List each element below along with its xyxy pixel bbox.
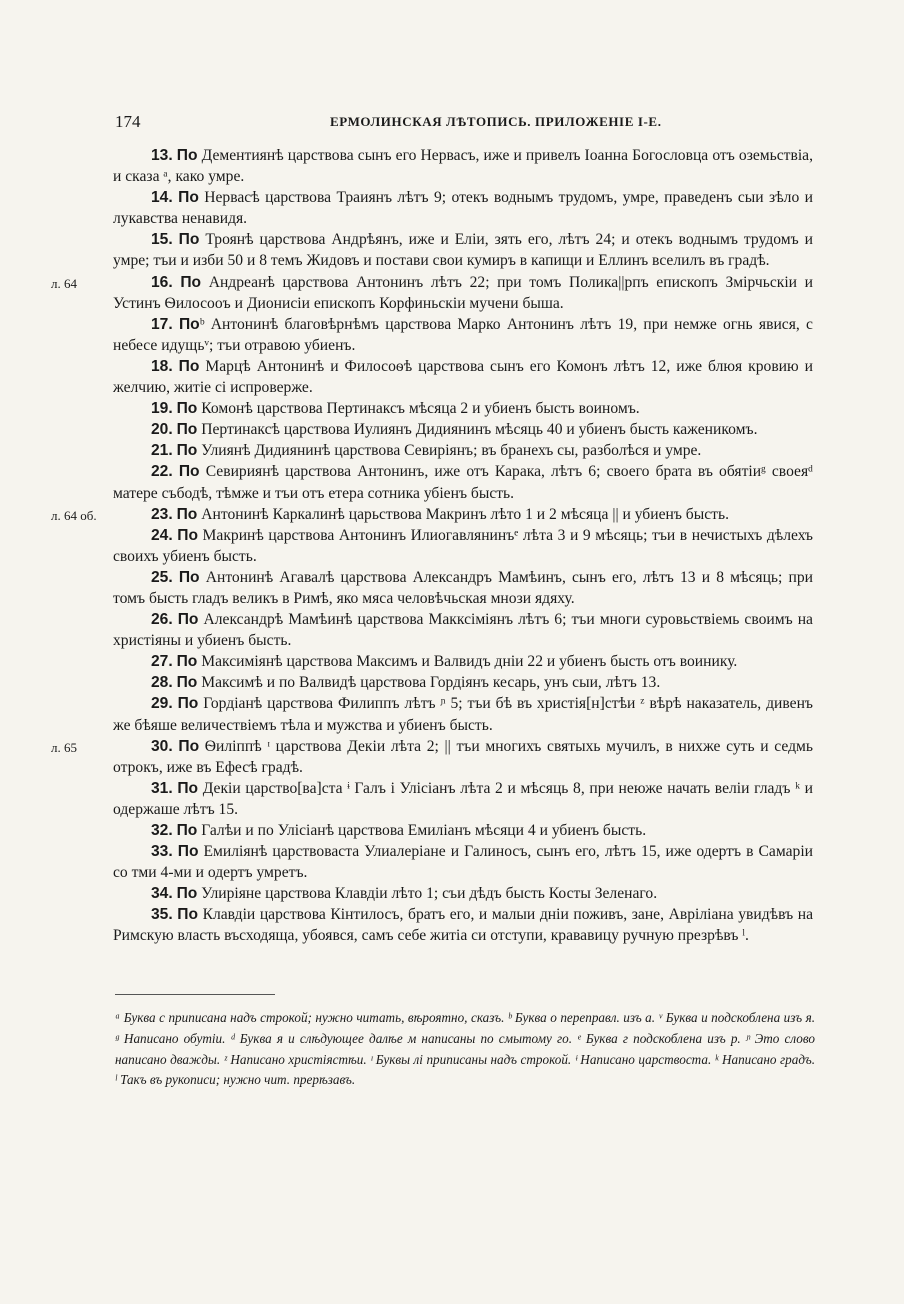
entry-text: Максимѣ и по Валвидѣ царствова Гордіянъ кесарь, унъ сыи, лѣтъ 13. xyxy=(197,674,661,692)
entry-text: Емиліянѣ царствоваста Улиалеріане и Галиносъ, сынъ его, лѣтъ 15, иже одертъ в Самаріи со тми 4-ми и одертъ умретъ. xyxy=(113,843,814,882)
entry-text: Андреанѣ царствова Антонинъ лѣтъ 22; при томъ Полика||рпъ епископъ Змірчьскіи и Устинъ Ѳилосооъ и Дионисіи епископъ Корфиньскіи мучени быша. xyxy=(113,273,813,312)
entry-number: 30. xyxy=(151,737,173,755)
entry-number: 31. xyxy=(151,779,173,797)
entry-initial-word: По xyxy=(178,737,200,755)
entry-number: 25. xyxy=(151,568,173,586)
chronicle-entry xyxy=(113,525,813,567)
main-text xyxy=(51,145,814,947)
entry-text: Максиміянѣ царствова Максимъ и Валвидъ дніи 22 и убиенъ бысть отъ воинику. xyxy=(197,653,738,671)
entry-text: Улиянѣ Дидиянинѣ царствова Севиріянъ; въ бранехъ сы, разболѣся и умре. xyxy=(197,442,702,460)
entry-initial-word: По xyxy=(176,822,198,839)
entry-number: 13. xyxy=(151,147,173,164)
entry-number: 22. xyxy=(151,463,173,481)
entry-number: 14. xyxy=(151,189,173,207)
entry-text: Троянѣ царствова Андрѣянъ, иже и Еліи, зять его, лѣтъ 24; и отекъ воднымъ трудомъ и умре; тъи и изби 50 и 8 темъ Жидовъ и постави свои кумиръ в капищи и Еллинъ вселилъ въ градѣ. xyxy=(113,231,813,270)
entry-number: 24. xyxy=(151,526,173,544)
running-title: ЕРМОЛИНСКАЯ ЛѢТОПИСЬ. ПРИЛОЖЕНІЕ І-Е. xyxy=(330,114,662,129)
folio-margin-note: л. 65 xyxy=(51,739,77,755)
chronicle-entry xyxy=(113,229,813,271)
folio-margin-note: л. 64 xyxy=(51,275,77,291)
entry-initial-word: По xyxy=(176,400,198,418)
chronicle-entry xyxy=(113,461,813,503)
entry-initial-word: По xyxy=(176,442,198,460)
entry-number: 33. xyxy=(151,843,173,861)
chronicle-entry xyxy=(113,883,813,904)
footnotes: ᵃ Буква с приписана надъ строкой; нужно читать, вѣроятно, сказъ. ᵇ Буква о переправл. изъ а. ᵛ Буква и подскоблена изъ я. ᵍ Написано обутіи. ᵈ Буква я и слѣдующее далѣе м написаны по смытому го. ᵉ Буква г подскоблена изъ р. ᶮ Это слово написано дважды. ᶻ Написано христіястѣи. ᶦ Буквы лі приписаны надъ строкой. ᶤ Написано царствоста. ᵏ Написано градъ. ˡ Такъ въ рукописи; нужно чит. прерѣзавъ. xyxy=(115,1010,815,1088)
entry-initial-word: По xyxy=(178,568,200,586)
entry-text: Антонинѣ Агавалѣ царствова Александръ Мамѣинъ, сынъ его, лѣтъ 13 и 8 мѣсяць; при томъ бысть гладъ великъ в Римѣ, яко мяса человѣчьская мнози ядяху. xyxy=(113,568,814,607)
chronicle-entry xyxy=(113,440,813,461)
entry-text: Ѳиліппѣ ᶦ царствова Декіи лѣта 2; || тъи многихъ святыхь мучилъ, в нихже суть и седмь отрокъ, иже въ Ефесѣ градѣ. xyxy=(113,737,814,776)
entry-text: Макринѣ царствова Антонинъ Илиогавлянинъᵉ лѣта 3 и 9 мѣсяць; тъи в нечистыхъ дѣлехъ своихъ убиенъ бысть. xyxy=(113,526,813,565)
entry-initial-word: По xyxy=(177,779,199,797)
entry-number: 28. xyxy=(151,674,173,692)
chronicle-entry xyxy=(113,693,813,735)
entry-initial-word: По xyxy=(177,906,198,924)
folio-margin-note: л. 64 об. xyxy=(51,507,97,523)
chronicle-entry xyxy=(113,419,813,440)
entry-text: Севириянѣ царствова Антонинъ, иже отъ Карака, лѣтъ 6; своего брата въ обятіиᵍ своеяᵈ матере събодѣ, тѣмже и тъи отъ етера сотника убіенъ бысть. xyxy=(113,463,813,502)
entry-number: 27. xyxy=(151,653,173,671)
entry-initial-word: По xyxy=(176,653,198,671)
entry-initial-word: По xyxy=(178,463,200,481)
entry-initial-word: По xyxy=(177,526,198,544)
entry-number: 23. xyxy=(151,505,173,523)
chronicle-entry xyxy=(113,567,813,609)
entry-text: Пертинаксѣ царствова Иулиянъ Дидиянинъ мѣсяць 40 и убиенъ бысть каженикомъ. xyxy=(197,421,758,439)
entry-initial-word: По xyxy=(176,674,198,692)
entry-initial-word: По xyxy=(176,505,198,523)
footnote-divider xyxy=(115,994,275,995)
chronicle-entry xyxy=(113,778,813,820)
entry-initial-word: По xyxy=(178,189,199,207)
entry-text: Декіи царство[ва]ста ᶤ Галъ і Улісіанъ лѣта 2 и мѣсяць 8, при неюже начать веліи гладъ ᵏ и одержаше лѣтъ 15. xyxy=(113,779,813,818)
entry-number: 20. xyxy=(151,421,173,439)
chronicle-entry xyxy=(113,356,813,398)
entry-initial-word: По xyxy=(176,147,198,164)
entry-text: Гордіанѣ царствова Филиппъ лѣтъ ᶮ 5; тъи бѣ въ христія[н]стѣи ᶻ вѣрѣ наказатель, дивенъ же бѣяше величествіемъ тѣла и мужства и убиенъ бысть. xyxy=(113,695,813,734)
entry-number: 17. xyxy=(151,315,173,333)
chronicle-entry xyxy=(51,736,814,778)
entry-text: Марцѣ Антонинѣ и Филосоѳѣ царствова сынъ его Комонъ лѣтъ 12, иже блюя кровию и желчию, житіе сі испроверже. xyxy=(113,357,813,397)
entry-initial-word: По xyxy=(178,315,200,333)
entry-number: 34. xyxy=(151,885,173,903)
entry-initial-word: По xyxy=(178,231,200,249)
entry-number: 15. xyxy=(151,231,173,249)
entry-text: Нервасѣ царствова Траиянъ лѣтъ 9; отекъ воднымъ трудомъ, умре, праведенъ сыи зѣло и лукавства ненавидя. xyxy=(113,189,813,228)
entry-text: Дементиянѣ царствова сынъ его Нервасъ, иже и привелъ Іоанна Богословца отъ оземьствіа, и сказа ᵃ, како умре. xyxy=(113,147,814,186)
page-number: 174 xyxy=(115,112,141,131)
entry-text: Александрѣ Мамѣинѣ царствова Макксіміянъ лѣтъ 6; тъи многи суровьствіемь своимъ на христіяны и убиенъ бысть. xyxy=(113,611,813,650)
entry-initial-word: По xyxy=(177,611,199,629)
entry-text: Комонѣ царствова Пертинаксъ мѣсяца 2 и убиенъ бысть воиномъ. xyxy=(197,400,640,418)
entry-number: 16. xyxy=(151,273,173,291)
chronicle-entry xyxy=(51,504,813,525)
entry-text: Улиріяне царствова Клавдіи лѣто 1; съи дѣдъ бысть Косты Зеленаго. xyxy=(197,885,658,903)
entry-number: 29. xyxy=(151,695,173,713)
chronicle-entry xyxy=(113,841,813,883)
entry-text: Галѣи и по Улісіанѣ царствова Емиліанъ мѣсяци 4 и убиенъ бысть. xyxy=(197,822,647,839)
chronicle-entry xyxy=(113,904,813,946)
chronicle-entry xyxy=(113,609,813,651)
chronicle-entry xyxy=(113,398,813,419)
entry-number: 26. xyxy=(151,611,173,629)
entry-initial-word: По xyxy=(180,273,202,291)
entry-number: 35. xyxy=(151,906,173,924)
entry-initial-word: По xyxy=(177,843,199,861)
chronicle-entry xyxy=(113,651,813,672)
entry-text: ᵇ Антонинѣ благовѣрнѣмъ царствова Марко Антонинъ лѣтъ 19, при немже огнь явися, с небесе идущьᵛ; тъи отравою убиенъ. xyxy=(113,315,813,354)
chronicle-entry xyxy=(113,672,813,693)
chronicle-entry xyxy=(113,314,813,356)
entry-number: 32. xyxy=(151,822,173,839)
chronicle-entry xyxy=(113,145,813,187)
chronicle-entry xyxy=(113,187,813,229)
entry-number: 19. xyxy=(151,400,173,418)
entry-initial-word: По xyxy=(177,695,199,713)
chronicle-entry xyxy=(113,820,813,841)
entry-text: Антонинѣ Каркалинѣ царьствова Макринъ лѣто 1 и 2 мѣсяца || и убиенъ бысть. xyxy=(197,505,729,523)
entry-initial-word: По xyxy=(176,421,198,439)
entry-text: Клавдіи царствова Кінтилосъ, братъ его, и малыи дніи поживъ, зане, Авріліана увидѣвъ на Римскую власть въсходяща, убоявся, самъ себе житіа си отступи, крававицу ручную презрѣвъ ˡ. xyxy=(113,906,813,945)
entry-initial-word: По xyxy=(176,885,198,903)
entry-initial-word: По xyxy=(178,357,200,375)
entry-number: 21. xyxy=(151,442,173,460)
entry-number: 18. xyxy=(151,357,173,375)
chronicle-entry xyxy=(51,272,813,314)
